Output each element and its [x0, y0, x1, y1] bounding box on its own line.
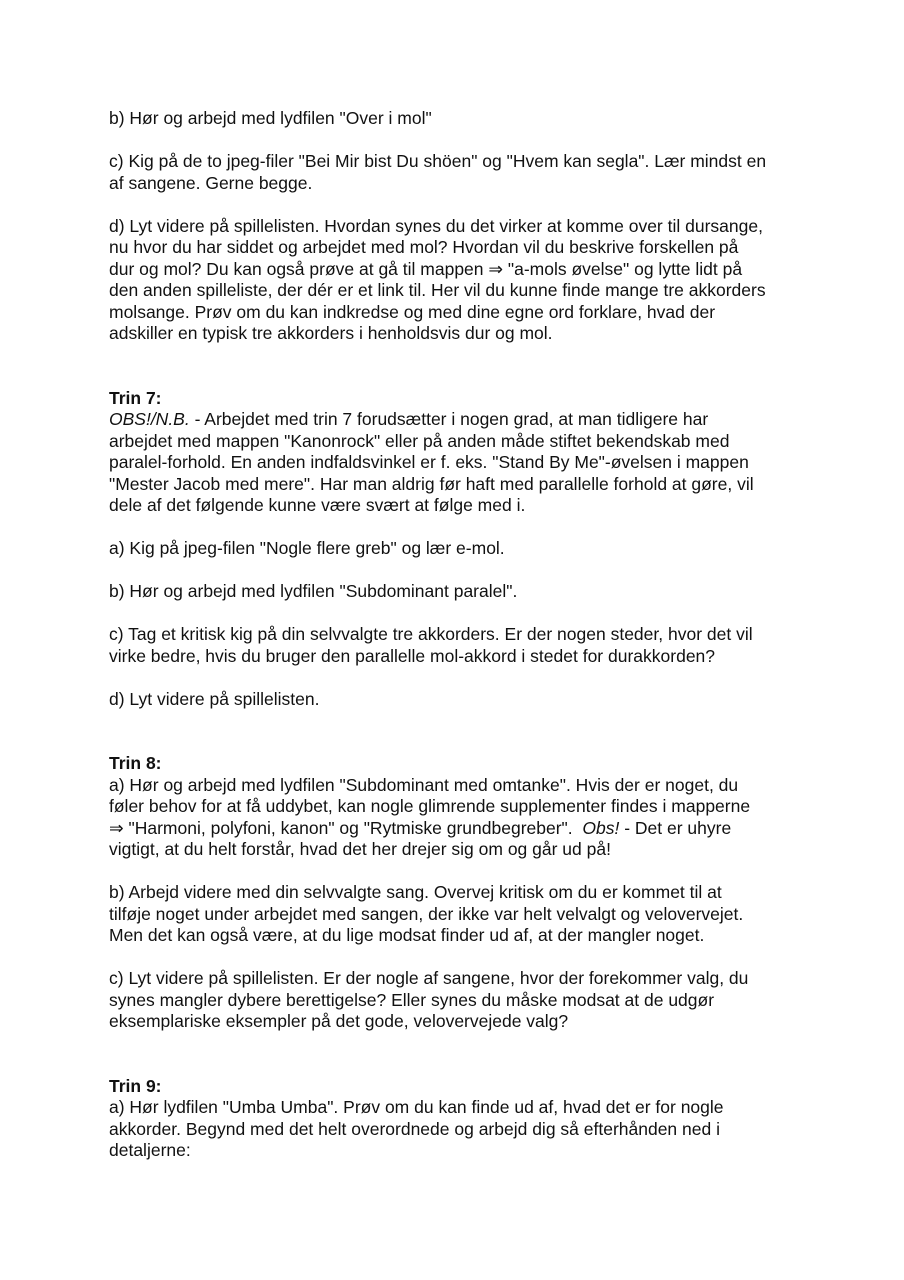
document-page: [109, 108, 809, 1162]
trin7-item-a: a) Kig på jpeg-filen "Nogle flere greb" og lær e-mol.: [109, 538, 505, 558]
trin7-item-b: b) Hør og arbejd med lydfilen "Subdominant paralel".: [109, 581, 518, 601]
trin8-item-a: [109, 775, 809, 861]
trin7-intro: [109, 409, 809, 517]
trin7-intro-emphasis: OBS!/N.B.: [109, 409, 190, 429]
trin7-heading: Trin 7:: [109, 387, 162, 408]
trin6-item-c: c) Kig på de to jpeg-filer "Bei Mir bist Du shöen" og "Hvem kan segla". Lær mindst en af sangene. Gerne begge.: [109, 151, 767, 193]
trin9-item-a: a) Hør lydfilen "Umba Umba". Prøv om du kan finde ud af, hvad det er for nogle akkorder. Begynd med det helt overordnede og arbejd dig så efterhånden ned i detaljerne:: [109, 1097, 724, 1160]
trin8-item-b: b) Arbejd videre med din selvvalgte sang. Overvej kritisk om du er kommet til at tilføje noget under arbejdet med sangen, der ikke var helt velvalgt og velovervejet. Men det kan også være, at du lige modsat finder ud af, at der mangler noget.: [109, 882, 744, 945]
trin9-heading: Trin 9:: [109, 1075, 162, 1096]
trin6-item-b: b) Hør og arbejd med lydfilen "Over i mol": [109, 108, 432, 128]
trin7-intro-text: - Arbejdet med trin 7 forudsætter i nogen grad, at man tidligere har arbejdet med mappen "Kanonrock" eller på anden måde stiftet bekendskab med paralel-forhold. En anden indfaldsvinkel er f. eks. "Stand By Me"-øvelsen i mappen "Mester Jacob med mere". Har man aldrig før haft med parallelle forhold at gøre, vil dele af det følgende kunne være svært at følge med i.: [109, 409, 754, 515]
trin7-item-d: d) Lyt videre på spillelisten.: [109, 688, 320, 709]
trin8-item-c: c) Lyt videre på spillelisten. Er der nogle af sangene, hvor der forekommer valg, du synes mangler dybere berettigelse? Eller synes du måske modsat at de udgør eksemplariske eksempler på det gode, velovervejede valg?: [109, 968, 749, 1031]
trin8-item-a-text2: - Det er uhyre vigtigt, at du helt forstår, hvad det her drejer sig om og går ud på!: [109, 817, 732, 859]
trin8-item-a-emphasis: Obs!: [582, 817, 620, 838]
trin8-heading: Trin 8:: [109, 753, 162, 773]
trin8-item-a-text1: a) Hør og arbejd med lydfilen "Subdominant med omtanke". Hvis der er noget, du føler behov for at få uddybet, kan nogle glimrende supplementer findes i mapperne ⇒ "Harmoni, polyfoni, kanon" og "Rytmiske grundbegreber".: [109, 774, 751, 838]
trin7-item-c: c) Tag et kritisk kig på din selvvalgte tre akkorders. Er der nogen steder, hvor det vil virke bedre, hvis du bruger den parallelle mol-akkord i stedet for durakkorden?: [109, 624, 753, 666]
trin6-item-d: d) Lyt videre på spillelisten. Hvordan synes du det virker at komme over til dursange, nu hvor du har siddet og arbejdet med mol? Hvordan vil du beskrive forskellen på dur og mol? Du kan også prøve at gå til mappen ⇒ "a-mols øvelse" og lytte lidt på den anden spilleliste, der dér er et link til. Her vil du kunne finde mange tre akkorders molsange. Prøv om du kan indkredse og med dine egne ord forklare, hvad der adskiller en typisk tre akkorders i henholdsvis dur og mol.: [109, 215, 766, 343]
